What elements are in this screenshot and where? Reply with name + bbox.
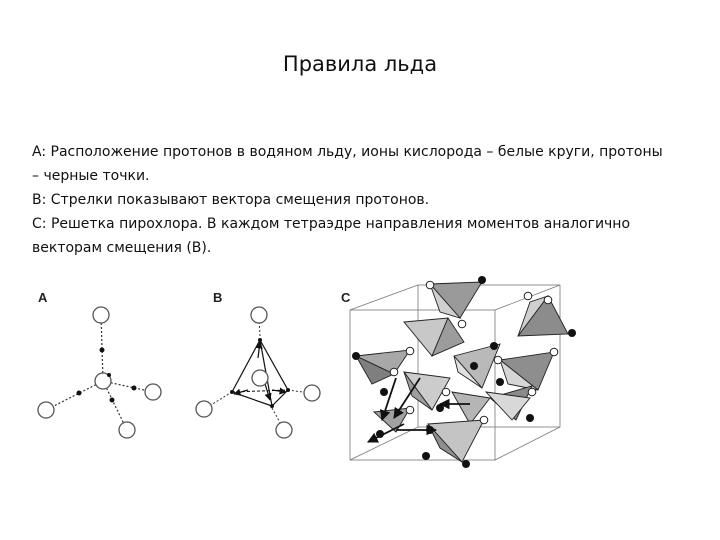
panel-c-label: C (341, 290, 351, 305)
oxygen-atom (119, 422, 135, 438)
panel-a-label: A (38, 290, 48, 305)
oxygen-atom (252, 370, 268, 386)
oxygen-atom (93, 307, 109, 323)
proton-dot (132, 386, 137, 391)
panel-b (196, 290, 320, 438)
paragraph-a: A: Расположение протонов в водяном льду, ионы кислорода – белые круги, протоны – черные точки. (32, 144, 663, 184)
panel-b-label: B (213, 290, 223, 305)
paragraph-c: C: Решетка пирохлора. В каждом тетраэдре направления моментов аналогично векторам смещения (B). (32, 216, 631, 256)
proton-dot (230, 390, 234, 394)
oxygen-atom (251, 307, 267, 323)
oxygen-atom (276, 422, 292, 438)
tetrahedra (356, 282, 568, 462)
oxygen-atom (38, 402, 54, 418)
slide-title: Правила льда (282, 52, 438, 76)
proton-dot (110, 398, 115, 403)
paragraph-b: B: Стрелки показывают вектора смещения протонов. (32, 192, 430, 208)
panel-a (38, 290, 161, 438)
proton-dot (107, 373, 111, 377)
proton-dot (100, 348, 105, 353)
oxygen-atom (196, 401, 212, 417)
proton-dot (258, 338, 262, 342)
proton-dot (77, 391, 82, 396)
oxygen-atom (145, 384, 161, 400)
panel-c (341, 276, 576, 468)
proton-dot (286, 388, 290, 392)
oxygen-atom (304, 385, 320, 401)
proton-dot (270, 404, 274, 408)
